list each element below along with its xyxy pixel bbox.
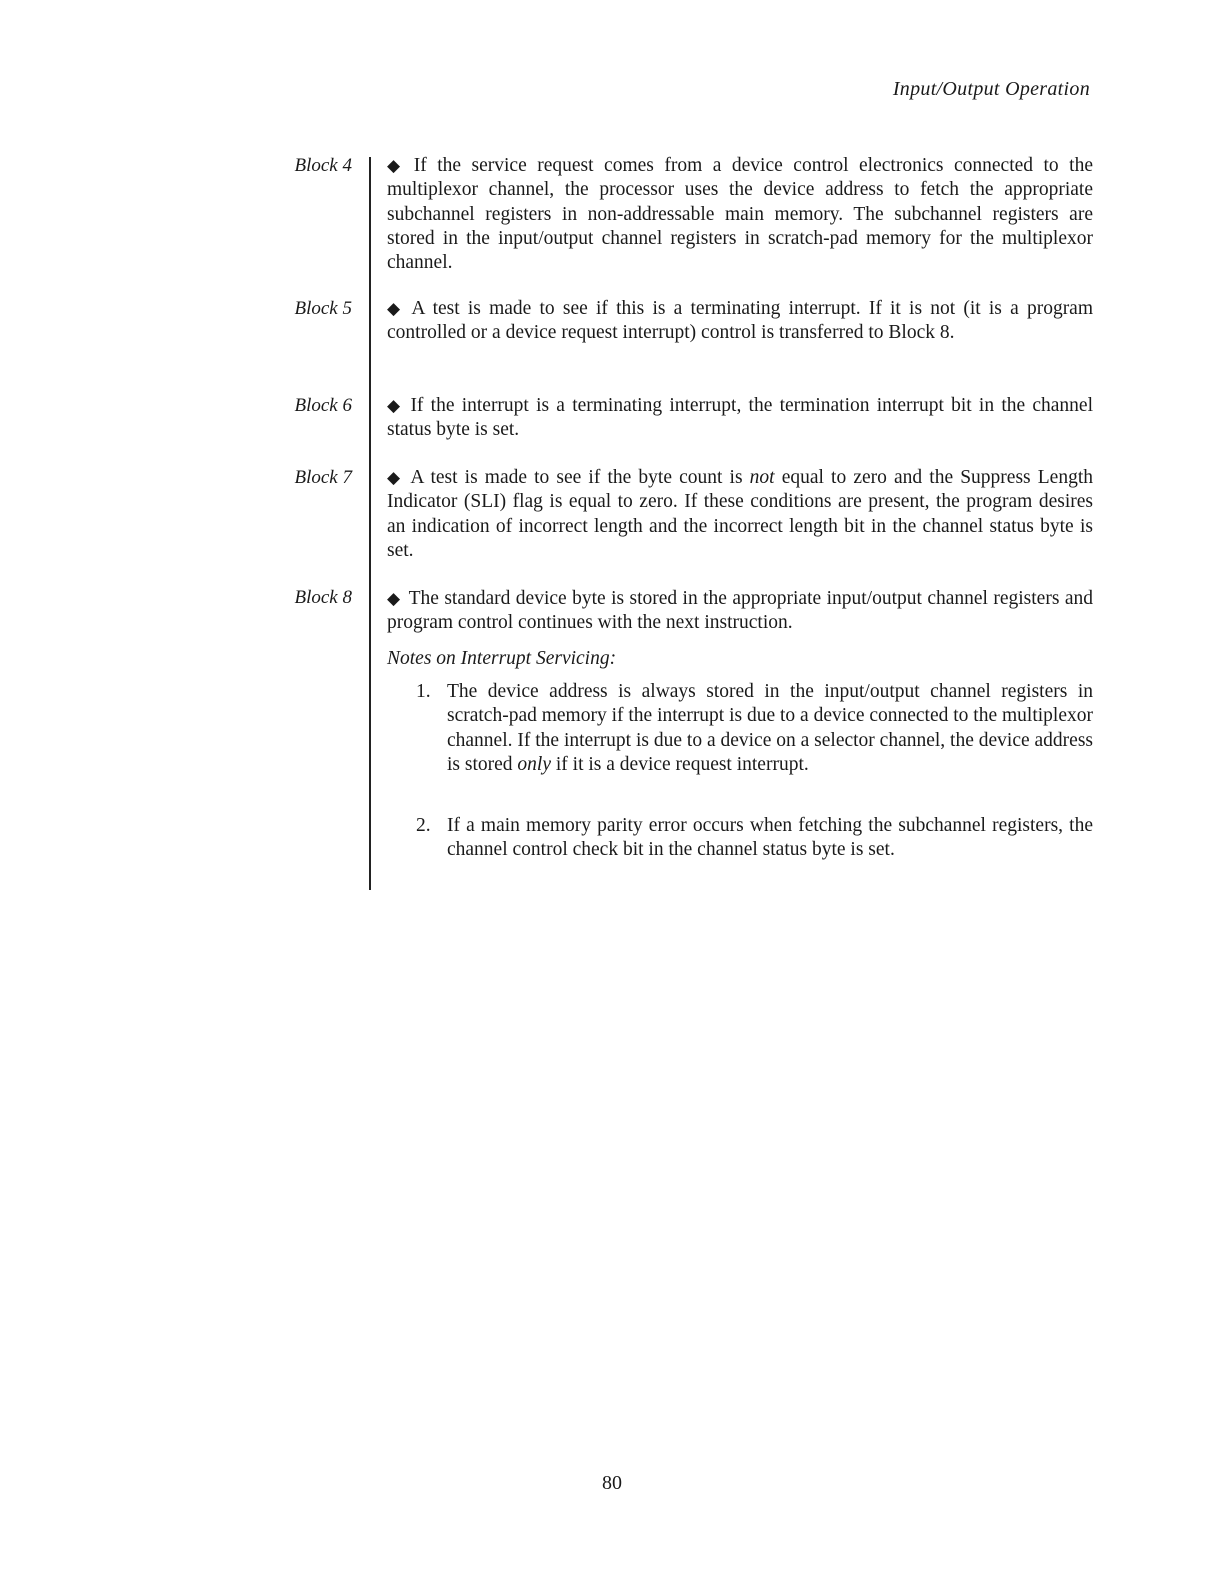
block-label: Block 4: [294, 155, 352, 176]
block-label: Block 8: [294, 587, 352, 608]
notes-heading: Notes on Interrupt Servicing:: [387, 648, 617, 669]
diamond-bullet-icon: ◆: [387, 156, 406, 175]
diamond-bullet-icon: ◆: [387, 468, 403, 487]
note-item: [416, 680, 1093, 777]
note-text: [447, 680, 1093, 777]
note-text-before: The device address is always stored in the input/output channel registers in scratch-pad memory if the interrupt is due to a device connected to the multiplexor channel. If the interrupt is due to a device on a selector channel, the device address is stored: [447, 681, 1093, 775]
block-paragraph: [387, 466, 1093, 563]
block-label: Block 6: [294, 395, 352, 416]
diamond-bullet-icon: ◆: [387, 589, 401, 608]
note-text-after: if it is a device request interrupt.: [551, 753, 809, 775]
block-text-after: equal to zero and the Suppress Length Indicator (SLI) flag is equal to zero. If these conditions are present, the program desires an indication of incorrect length and the incorrect length bit in the channel status byte is set.: [387, 467, 1093, 561]
block-paragraph: [387, 587, 1093, 636]
block-label: Block 5: [294, 298, 352, 319]
running-header: Input/Output Operation: [892, 78, 1090, 100]
note-number: 2.: [416, 815, 431, 836]
note-number: 1.: [416, 681, 431, 702]
page-number: 80: [602, 1472, 622, 1494]
block-text-before: A test is made to see if the byte count is: [410, 467, 750, 488]
block-label: Block 7: [294, 467, 352, 488]
margin-rule: [369, 157, 371, 890]
block-paragraph: [387, 154, 1093, 275]
emphasis: not: [749, 467, 775, 488]
emphasis: only: [517, 753, 551, 775]
block-text: The standard device byte is stored in the appropriate input/output channel registers and program control continues with the next instruction.: [387, 588, 1093, 634]
block-text: If the service request comes from a device control electronics connected to the multiplexor channel, the processor uses the device address to fetch the appropriate subchannel registers in non-addressable main memory. The subchannel registers are stored in the input/output channel registers in scratch-pad memory for the multiplexor channel.: [387, 155, 1094, 274]
note-text: If a main memory parity error occurs when fetching the subchannel registers, the channel control check bit in the channel status byte is set.: [447, 815, 1093, 861]
diamond-bullet-icon: ◆: [387, 396, 403, 415]
diamond-bullet-icon: ◆: [387, 299, 404, 318]
block-paragraph: [387, 394, 1093, 443]
block-text: A test is made to see if this is a terminating interrupt. If it is not (it is a program controlled or a device request interrupt) control is transferred to Block 8.: [387, 298, 1094, 344]
block-paragraph: [387, 297, 1093, 346]
note-item: [416, 814, 1093, 863]
block-text: If the interrupt is a terminating interrupt, the termination interrupt bit in the channel status byte is set.: [387, 395, 1093, 441]
